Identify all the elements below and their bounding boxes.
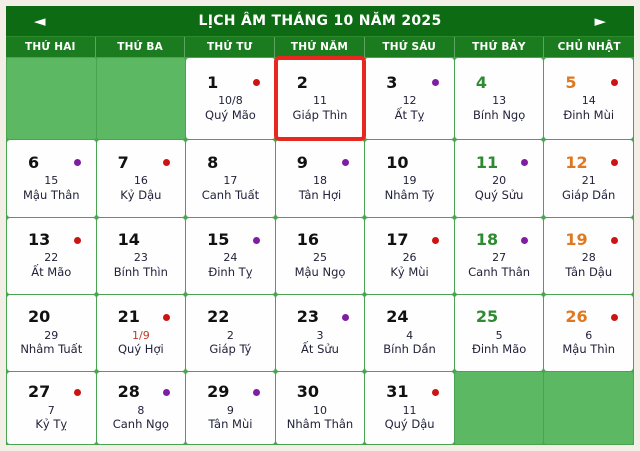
empty-cell — [455, 372, 544, 444]
solar-day-number: 14 — [117, 230, 140, 250]
event-dot-icon — [432, 237, 439, 244]
calendar-day-cell[interactable] — [544, 218, 633, 294]
lunar-day-number: 11 — [312, 94, 327, 108]
can-chi-label: Nhâm Thân — [286, 417, 354, 432]
calendar-day-cell-selected[interactable] — [276, 58, 365, 139]
lunar-day-number: 26 — [402, 251, 417, 265]
calendar-title-bar — [6, 6, 634, 36]
lunar-day-number: 14 — [581, 94, 596, 108]
event-dot-icon — [163, 314, 170, 321]
can-chi-label: Quý Mão — [205, 107, 256, 122]
event-dot-icon — [253, 389, 260, 396]
lunar-day-number: 1/9 — [132, 328, 150, 342]
lunar-day-number: 10 — [312, 403, 327, 417]
can-chi-label: Bính Thìn — [113, 265, 168, 280]
calendar-day-cell[interactable] — [455, 140, 544, 217]
event-dot-icon — [342, 159, 349, 166]
event-dot-icon — [253, 237, 260, 244]
can-chi-label: Mậu Thân — [23, 187, 80, 202]
can-chi-label: Canh Thân — [468, 265, 531, 280]
can-chi-label: Mậu Thìn — [562, 342, 616, 357]
event-dot-icon — [342, 237, 349, 244]
can-chi-label: Tân Hợi — [298, 187, 342, 202]
solar-day-number: 10 — [386, 152, 409, 172]
solar-day-number: 23 — [296, 307, 319, 327]
lunar-day-number: 23 — [133, 251, 148, 265]
can-chi-label: Kỷ Tỵ — [35, 417, 68, 432]
calendar-day-cell[interactable] — [365, 140, 454, 217]
event-dot-icon — [342, 79, 349, 86]
solar-day-number: 28 — [117, 382, 140, 402]
can-chi-label: Nhâm Tý — [384, 187, 435, 202]
calendar-day-cell[interactable] — [276, 295, 365, 371]
can-chi-label: Kỷ Dậu — [120, 187, 162, 202]
solar-day-number: 31 — [386, 382, 409, 402]
can-chi-label: Ất Mão — [31, 265, 72, 280]
day-of-week-label: CHỦ NHẬT — [557, 41, 621, 53]
event-dot-icon — [521, 314, 528, 321]
calendar-day-cell[interactable] — [97, 140, 186, 217]
lunar-day-number: 24 — [223, 251, 238, 265]
lunar-day-number: 27 — [492, 251, 507, 265]
next-month-button[interactable]: ► — [594, 11, 606, 30]
solar-day-number: 3 — [386, 72, 398, 92]
lunar-day-number: 13 — [492, 94, 507, 108]
lunar-day-number: 3 — [316, 328, 324, 342]
can-chi-label: Quý Dậu — [384, 417, 435, 432]
solar-day-number: 30 — [296, 382, 319, 402]
day-of-week-header-row — [6, 36, 634, 57]
lunar-day-number: 4 — [406, 328, 414, 342]
solar-day-number: 9 — [296, 152, 308, 172]
solar-day-number: 22 — [207, 307, 230, 327]
lunar-day-number: 25 — [312, 251, 327, 265]
calendar-day-cell[interactable] — [7, 140, 96, 217]
solar-day-number: 24 — [386, 307, 409, 327]
solar-day-number: 8 — [207, 152, 219, 172]
solar-day-number: 6 — [28, 152, 40, 172]
solar-day-number: 4 — [475, 72, 487, 92]
calendar-day-cell[interactable] — [544, 58, 633, 139]
event-dot-icon — [253, 79, 260, 86]
can-chi-label: Giáp Tý — [209, 342, 252, 357]
calendar-day-cell[interactable] — [186, 218, 275, 294]
event-dot-icon — [611, 79, 618, 86]
can-chi-label: Đinh Tỵ — [208, 265, 253, 280]
solar-day-number: 17 — [386, 230, 409, 250]
can-chi-label: Giáp Thìn — [292, 107, 348, 122]
solar-day-number: 18 — [475, 230, 499, 250]
can-chi-label: Bính Ngọ — [473, 107, 526, 122]
solar-day-number: 29 — [207, 382, 230, 402]
can-chi-label: Giáp Dần — [562, 187, 616, 202]
solar-day-number: 1 — [207, 72, 219, 92]
solar-day-number: 19 — [565, 230, 588, 250]
event-dot-icon — [342, 314, 349, 321]
calendar-day-cell[interactable] — [455, 295, 544, 371]
can-chi-label: Ất Tỵ — [394, 107, 425, 122]
lunar-day-number: 17 — [223, 173, 238, 187]
event-dot-icon — [432, 389, 439, 396]
lunar-day-number: 8 — [137, 403, 145, 417]
solar-day-number: 15 — [207, 230, 230, 250]
event-dot-icon — [521, 237, 528, 244]
calendar-day-cell[interactable] — [7, 218, 96, 294]
empty-cell — [544, 372, 633, 444]
calendar-title: LỊCH ÂM THÁNG 10 NĂM 2025 — [198, 13, 442, 29]
event-dot-icon — [432, 79, 439, 86]
lunar-day-number: 18 — [312, 173, 327, 187]
event-dot-icon — [521, 159, 528, 166]
calendar-day-cell[interactable] — [186, 140, 275, 217]
lunar-day-number: 20 — [492, 173, 507, 187]
solar-day-number: 27 — [28, 382, 51, 402]
prev-month-button[interactable]: ◄ — [34, 11, 46, 30]
can-chi-label: Đinh Mùi — [563, 107, 615, 122]
day-of-week-label: THỨ TƯ — [185, 37, 275, 57]
solar-day-number: 2 — [296, 72, 308, 92]
can-chi-label: Quý Hợi — [118, 342, 164, 357]
calendar-day-cell[interactable] — [544, 295, 633, 371]
calendar-day-cell[interactable] — [186, 295, 275, 371]
calendar-grid — [6, 57, 634, 445]
lunar-day-number: 6 — [585, 328, 593, 342]
event-dot-icon — [611, 159, 618, 166]
can-chi-label: Kỷ Mùi — [390, 265, 429, 280]
calendar-day-cell[interactable] — [455, 218, 544, 294]
event-dot-icon — [521, 79, 528, 86]
event-dot-icon — [163, 389, 170, 396]
solar-day-number: 20 — [28, 307, 51, 327]
can-chi-label: Canh Tuất — [201, 187, 260, 202]
solar-day-number: 16 — [296, 230, 319, 250]
calendar-day-cell[interactable] — [365, 58, 454, 139]
event-dot-icon — [74, 389, 81, 396]
day-of-week-label: THỨ SÁU — [365, 37, 455, 57]
can-chi-label: Bính Dần — [383, 342, 436, 357]
lunar-day-number: 10/8 — [218, 94, 243, 108]
calendar-day-cell[interactable] — [276, 140, 365, 217]
lunar-calendar — [6, 6, 634, 445]
calendar-day-cell[interactable] — [276, 218, 365, 294]
lunar-day-number: 12 — [402, 94, 417, 108]
empty-cell — [7, 58, 96, 139]
lunar-day-number: 7 — [47, 403, 55, 417]
can-chi-label: Mậu Ngọ — [294, 265, 346, 280]
calendar-day-cell[interactable] — [455, 58, 544, 139]
lunar-day-number: 11 — [402, 403, 417, 417]
calendar-day-cell[interactable] — [7, 295, 96, 371]
event-dot-icon — [163, 159, 170, 166]
lunar-day-number: 15 — [44, 173, 59, 187]
solar-day-number: 7 — [117, 152, 129, 172]
lunar-day-number: 22 — [44, 251, 59, 265]
event-dot-icon — [611, 237, 618, 244]
calendar-day-cell[interactable] — [7, 372, 96, 444]
lunar-day-number: 16 — [133, 173, 148, 187]
can-chi-label: Ất Sửu — [301, 342, 339, 357]
event-dot-icon — [163, 237, 170, 244]
solar-day-number: 5 — [565, 72, 577, 92]
calendar-day-cell[interactable] — [365, 372, 454, 444]
event-dot-icon — [432, 159, 439, 166]
day-of-week-label: THỨ BẢY — [455, 37, 545, 57]
event-dot-icon — [74, 237, 81, 244]
day-of-week-label: THỨ NĂM — [275, 37, 365, 57]
lunar-day-number: 19 — [402, 173, 417, 187]
solar-day-number: 13 — [28, 230, 51, 250]
calendar-day-cell[interactable] — [365, 295, 454, 371]
calendar-day-cell[interactable] — [186, 58, 275, 139]
can-chi-label: Tân Dậu — [565, 265, 613, 280]
lunar-day-number: 2 — [226, 328, 234, 342]
lunar-day-number: 29 — [44, 328, 59, 342]
lunar-day-number: 5 — [495, 328, 503, 342]
event-dot-icon — [611, 314, 618, 321]
day-of-week-label: THỨ HAI — [6, 37, 96, 57]
solar-day-number: 26 — [565, 307, 588, 327]
can-chi-label: Nhâm Tuất — [20, 342, 83, 357]
event-dot-icon — [432, 314, 439, 321]
calendar-day-cell[interactable] — [97, 218, 186, 294]
can-chi-label: Canh Ngọ — [112, 417, 169, 432]
solar-day-number: 25 — [475, 307, 499, 327]
event-dot-icon — [74, 314, 81, 321]
day-of-week-label: THỨ BA — [96, 37, 186, 57]
lunar-day-number: 28 — [581, 251, 596, 265]
solar-day-number: 21 — [117, 307, 140, 327]
calendar-day-cell[interactable] — [97, 295, 186, 371]
can-chi-label: Đinh Mão — [471, 342, 527, 357]
solar-day-number: 11 — [475, 152, 499, 172]
lunar-day-number: 21 — [581, 173, 596, 187]
calendar-day-cell[interactable] — [97, 372, 186, 444]
can-chi-label: Quý Sửu — [474, 187, 524, 202]
calendar-day-cell[interactable] — [186, 372, 275, 444]
solar-day-number: 12 — [565, 152, 588, 172]
calendar-day-cell[interactable] — [365, 218, 454, 294]
calendar-day-cell[interactable] — [276, 372, 365, 444]
event-dot-icon — [74, 159, 81, 166]
event-dot-icon — [342, 389, 349, 396]
empty-cell — [97, 58, 186, 139]
event-dot-icon — [253, 159, 260, 166]
calendar-day-cell[interactable] — [544, 140, 633, 217]
event-dot-icon — [253, 314, 260, 321]
lunar-day-number: 9 — [226, 403, 234, 417]
can-chi-label: Tân Mùi — [208, 417, 253, 432]
